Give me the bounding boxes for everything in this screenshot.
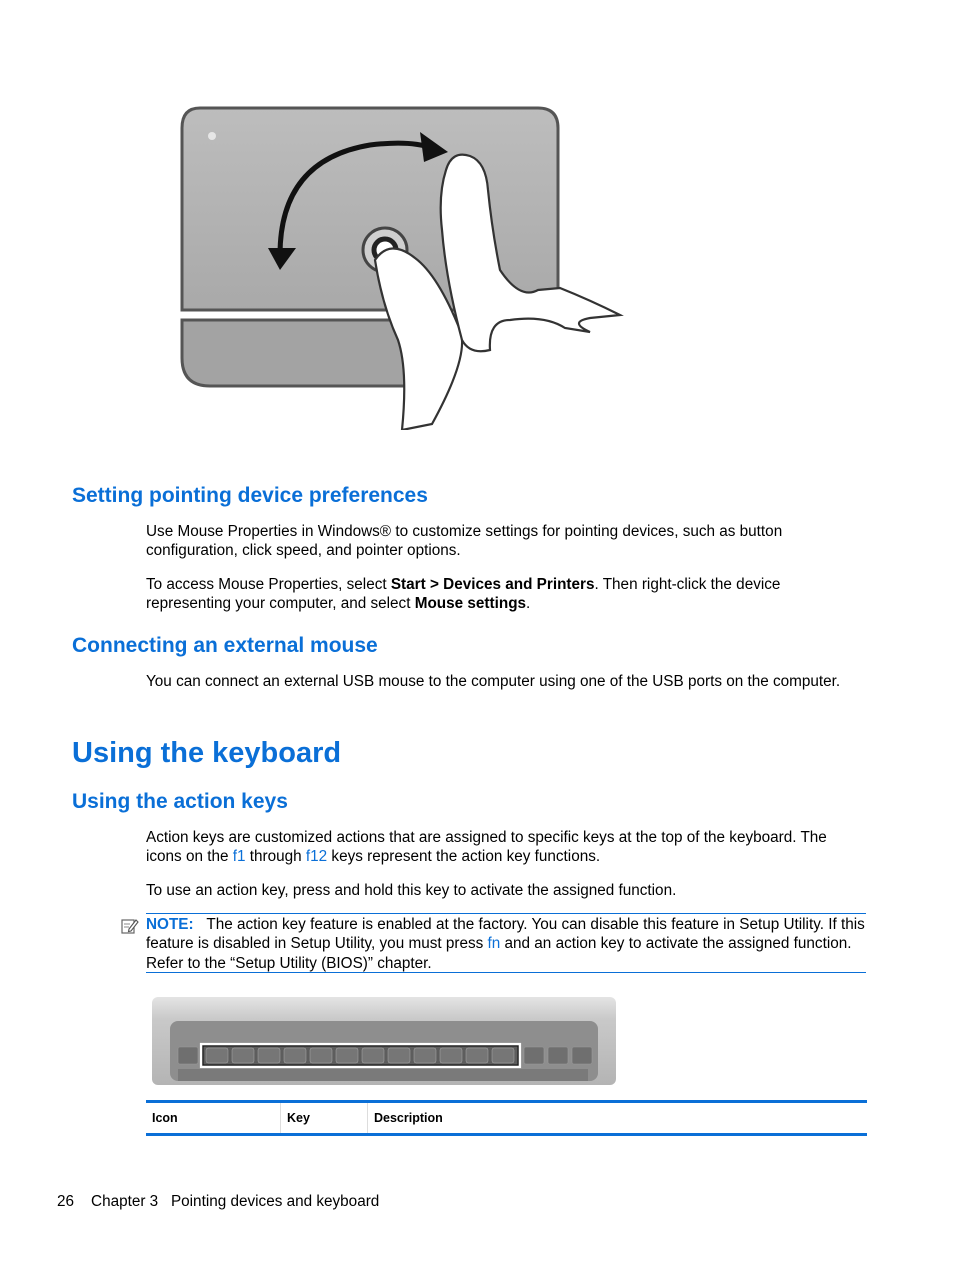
text-run: . Then right-click the device representing your computer, and select [146, 576, 781, 613]
table-header [146, 1103, 867, 1133]
pointing-prefs-paragraph-2 [146, 575, 866, 614]
text-run: keys represent the action key functions. [327, 848, 601, 866]
section-title-pointing-prefs: Setting pointing device preferences [72, 484, 428, 507]
note-pencil-icon [121, 917, 139, 935]
text-run: To access Mouse Properties, select [146, 576, 391, 593]
section-title-external-mouse: Connecting an external mouse [72, 634, 378, 657]
note-label: NOTE: [146, 916, 194, 933]
text-run: and an action key to activate the assigned function. Refer to the “Setup Utility (BIOS)” chapter. [146, 935, 852, 972]
column-header-key: Key [281, 1103, 368, 1133]
footer-chapter: Chapter 3 [91, 1193, 159, 1210]
pointing-prefs-paragraph-1: Use Mouse Properties in Windows® to customize settings for pointing devices, such as button configuration, click speed, and pointer options. [146, 523, 783, 560]
text-run: through [245, 848, 306, 866]
column-header-icon: Icon [152, 1111, 178, 1125]
chapter-section-title-keyboard: Using the keyboard [72, 737, 342, 769]
note-box [146, 913, 866, 973]
touchpad-rotate-illustration [170, 100, 630, 430]
page-number: 26 [57, 1193, 75, 1210]
key-f12: f12 [305, 848, 328, 866]
action-keys-paragraph-1 [146, 828, 866, 867]
table-header-row [146, 1103, 867, 1133]
note-text [146, 915, 866, 973]
action-keys-table [146, 1100, 867, 1136]
key-fn: fn [487, 935, 501, 953]
text-run: . [526, 595, 531, 613]
column-header-description: Description [368, 1103, 868, 1133]
key-f1: f1 [232, 848, 246, 866]
text-run: Action keys are customized actions that are assigned to specific keys at the top of the keyboard. The icons on the [146, 829, 827, 866]
action-keys-paragraph-2: To use an action key, press and hold this key to activate the assigned function. [146, 882, 677, 899]
section-title-action-keys: Using the action keys [72, 790, 288, 813]
menu-path: Start > Devices and Printers [390, 576, 595, 593]
footer-chapter-title: Pointing devices and keyboard [170, 1193, 380, 1210]
external-mouse-paragraph: You can connect an external USB mouse to the computer using one of the USB ports on the computer. [146, 673, 841, 690]
page-footer [57, 1193, 379, 1211]
menu-option: Mouse settings [414, 595, 527, 613]
text-run: The action key feature is enabled at the factory. You can disable this feature in Setup Utility. If this feature is disabled in Setup Utility, you must press [146, 916, 865, 953]
keyboard-action-keys-illustration [148, 993, 620, 1089]
